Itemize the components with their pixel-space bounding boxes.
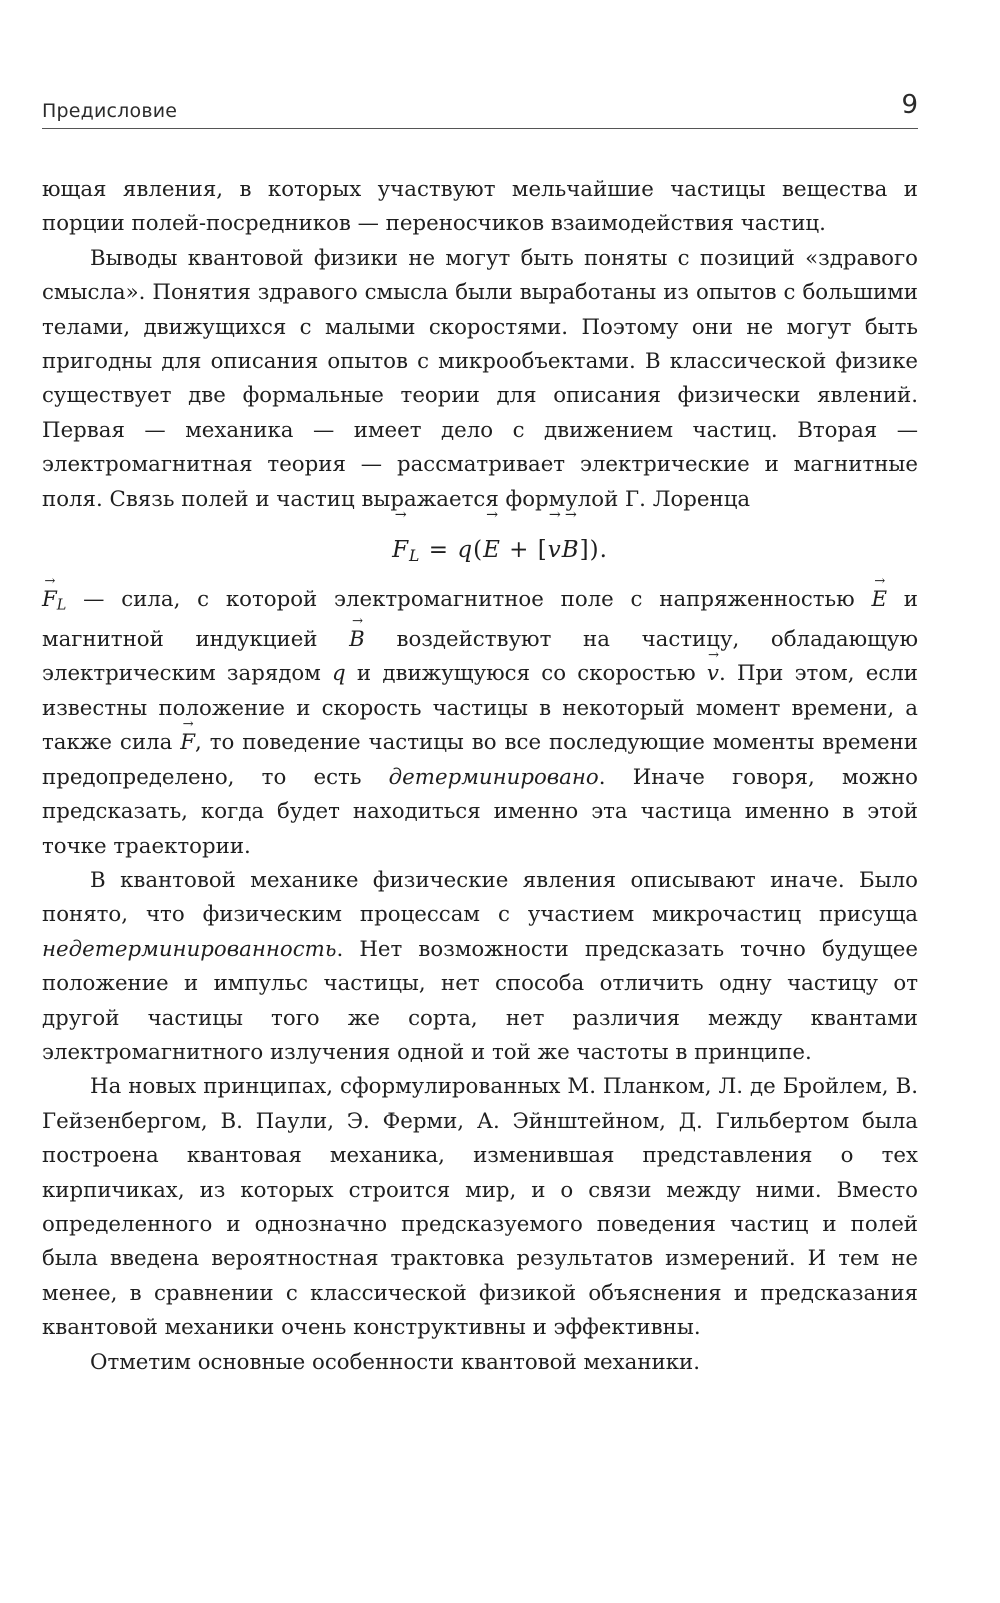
page-header <box>42 88 918 129</box>
inline-v-vector: → v <box>707 657 719 691</box>
paragraph-lorentz-force: → $F_L$ — сила, с которой электромагнитное поле с напряженностью → E и магнитной индукцией → B воздействуют на частицу, обладающую электрическим зарядом q и движущуюся со скоростью → v. При этом, если известны положение и скорость частицы в некоторый момент времени, а также сила → F, то поведение частицы во все последующие моменты времени предопределено, то есть детерминировано. Иначе говоря, можно предсказать, когда будет находиться именно эта частица именно в этой точке траектории. <box>42 583 918 864</box>
formula-subscript-l: L <box>409 545 421 565</box>
inline-b-vector: → B <box>349 623 365 657</box>
inline-f-vector: → F <box>180 726 195 760</box>
paragraph-features: Отметим основные особенности квантовой механики. <box>90 1349 700 1375</box>
main-text <box>42 173 918 1380</box>
running-title: Предисловие <box>42 100 178 122</box>
paragraph-new-principles: На новых принципах, сформулированных М. Планком, Л. де Бройлем, В. Гейзенбергом, В. Паули, Э. Ферми, А. Эйнштейном, Д. Гильбертом была построена квантовая механика, изменившая представления о тех кирпичиках, из которых строится мир, и о связи между ними. Вместо определенного и однозначно предсказуемого поведения частиц и полей была введена вероятностная трактовка результатов измерений. И тем не менее, в сравнении с классической физикой объяснения и предсказания квантовой механики очень конструктивны и эффективны. <box>42 1074 918 1341</box>
formula-v-vector: → v <box>548 517 562 583</box>
emphasis-nondetermined: недетерминированность <box>42 936 337 962</box>
inline-charge: q <box>332 661 346 687</box>
page-number: 9 <box>901 90 918 120</box>
formula-equals: = <box>428 537 450 564</box>
formula-close: ]). <box>579 537 608 564</box>
emphasis-determined: детерминировано <box>388 764 599 790</box>
formula-open-paren: ( <box>473 537 484 564</box>
formula-b-vector: → B <box>562 517 580 583</box>
formula-bracket-open: [ <box>537 537 548 564</box>
formula-plus: + <box>509 537 530 564</box>
formula-force-vector: → F <box>392 517 409 583</box>
inline-force-vector: → F <box>42 583 57 617</box>
paragraph-continuation: ющая явления, в которых участвуют мельчайшие частицы вещества и порции полей-посредников — переносчиков взаимодействия частиц. <box>42 177 918 237</box>
formula-charge: q <box>457 537 474 564</box>
lorentz-formula <box>42 517 918 583</box>
paragraph-quantum-mechanics: В квантовой механике физические явления описывают иначе. Было понято, что физическим процессам с участием микрочастиц присуща недетерминированность. Нет возможности предсказать точно будущее положение и импульс частицы, нет способа отличить одну частицу от другой частицы того же сорта, нет различия между квантами электромагнитного излучения одной и той же частоты в принципе. <box>42 867 918 1065</box>
formula-e-vector: → E <box>483 517 501 583</box>
inline-subscript-l: L <box>56 597 67 614</box>
paragraph-quantum-common-sense: Выводы квантовой физики не могут быть поняты с позиций «здравого смысла». Понятия здравого смысла были выработаны из опытов с большими телами, движущихся с малыми скоростями. Поэтому они не могут быть пригодны для описания опытов с микрообъектами. В классической физике существует две формальные теории для описания физически явлений. Первая — механика — имеет дело с движением частиц. Вторая — электромагнитная теория — рассматривает электрические и магнитные поля. Связь полей и частиц выражается формулой Г. Лоренца <box>42 245 918 512</box>
inline-e-vector: → E <box>871 583 887 617</box>
